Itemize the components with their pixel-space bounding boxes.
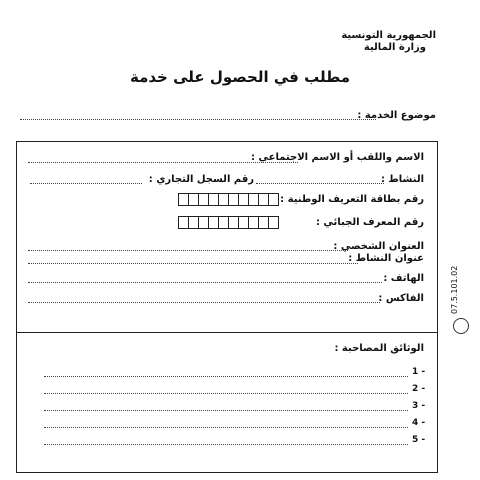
fax-label: الفاكس : [378,293,424,304]
national-id-boxes[interactable] [178,193,279,206]
applicant-info-frame [16,141,438,473]
service-subject-field[interactable] [20,119,376,120]
document-number: 1 - [412,367,426,377]
service-subject-label: موضوع الخدمة : [357,110,436,121]
activity-address-label: عنوان النشاط : [348,253,424,264]
name-label: الاسم واللقب أو الاسم الاجتماعي : [251,152,424,163]
document-number: 2 - [412,384,426,394]
document-field[interactable] [44,393,408,394]
phone-field[interactable] [28,282,382,283]
document-field[interactable] [44,410,408,411]
phone-label: الهاتف : [383,273,424,284]
name-field[interactable] [28,162,298,163]
activity-label: النشاط : [380,174,424,185]
document-number: 5 - [412,435,426,445]
republic-header: الجمهورية التونسية [341,30,436,41]
document-field[interactable] [44,376,408,377]
form-code: 07.5.101.02 [450,265,459,314]
tax-id-label: رقم المعرف الجبائي : [315,217,424,228]
tax-id-cell[interactable] [268,216,279,229]
commercial-register-label: رقم السجل التجاري : [148,174,254,185]
document-field[interactable] [44,444,408,445]
page-title: مطلب في الحصول على خدمة [130,68,350,86]
document-number: 3 - [412,401,426,411]
section-divider [16,332,438,333]
stamp-icon [453,318,469,334]
ministry-header: وزارة المالية [363,42,426,53]
document-field[interactable] [44,427,408,428]
national-id-cell[interactable] [268,193,279,206]
documents-label: الوثائق المصاحبة : [334,343,424,354]
personal-address-field[interactable] [28,250,348,251]
commercial-register-field[interactable] [30,183,142,184]
tax-id-boxes[interactable] [178,216,279,229]
document-number: 4 - [412,418,426,428]
fax-field[interactable] [28,302,380,303]
activity-field[interactable] [256,183,384,184]
activity-address-field[interactable] [28,263,358,264]
national-id-label: رقم بطاقة التعريف الوطنية : [280,194,424,205]
personal-address-label: العنوان الشخصي : [333,241,424,252]
